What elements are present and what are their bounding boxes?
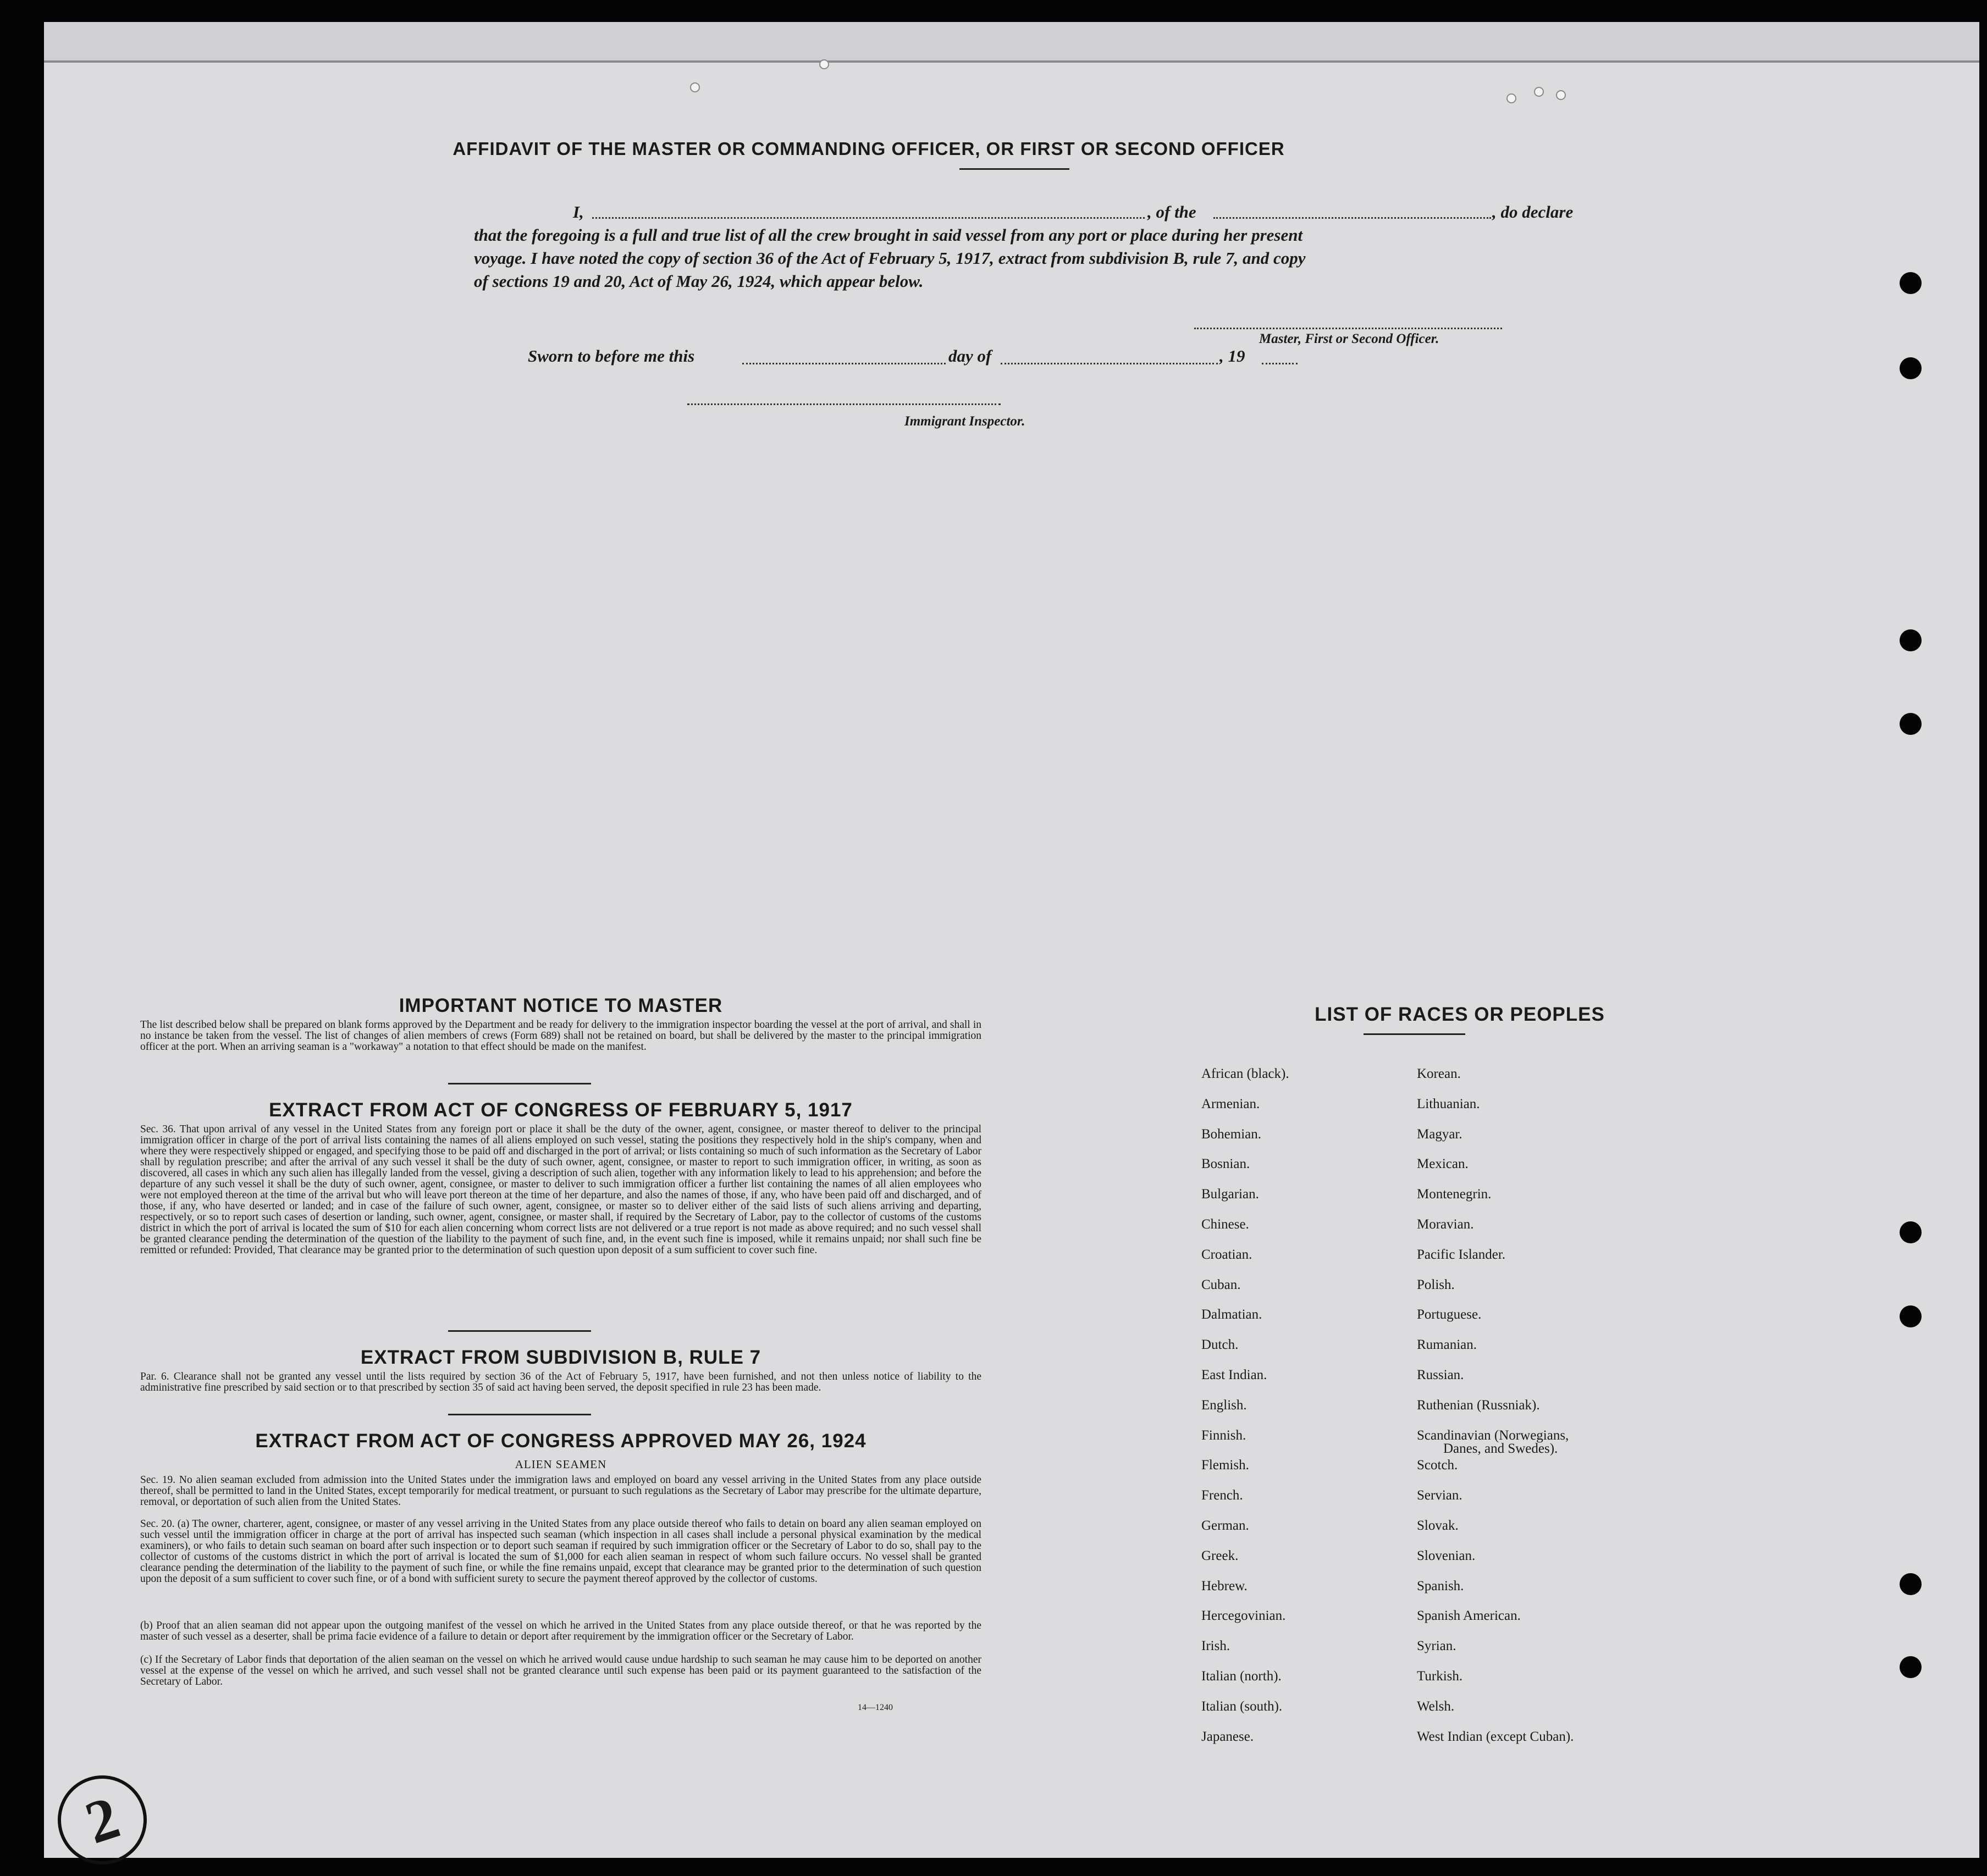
punch-hole xyxy=(1900,713,1922,735)
extract-1917-divider xyxy=(448,1330,591,1332)
do-declare-label: , do declare xyxy=(1492,202,1574,222)
affidavit-line-3: voyage. I have noted the copy of section 36 of the Act of February 5, 1917, extract from subdivision B, rule 7, and copy xyxy=(474,248,1306,268)
race-item: Spanish. xyxy=(1417,1578,1464,1593)
affidavit-line-4: of sections 19 and 20, Act of May 26, 1924, which appear below. xyxy=(474,272,924,291)
race-item: German. xyxy=(1201,1518,1249,1533)
race-item: Finnish. xyxy=(1201,1427,1246,1443)
paper-speck xyxy=(690,82,700,92)
race-item: Portuguese. xyxy=(1417,1307,1482,1322)
race-item: Scandinavian (Norwegians, xyxy=(1417,1427,1569,1443)
sworn-row xyxy=(528,346,1353,374)
race-item: Slovenian. xyxy=(1417,1548,1476,1563)
punch-hole xyxy=(1900,272,1922,294)
paper-speck xyxy=(1556,90,1566,100)
punch-hole xyxy=(1900,1573,1922,1595)
sworn-year-field[interactable] xyxy=(1262,351,1298,364)
vessel-field[interactable] xyxy=(1213,205,1491,219)
race-item: Russian. xyxy=(1417,1368,1464,1382)
race-item: Irish. xyxy=(1201,1639,1230,1654)
extract-1924-title: EXTRACT FROM ACT OF CONGRESS APPROVED MAY 26, 1924 xyxy=(255,1430,866,1452)
sec-20c-body: (c) If the Secretary of Labor finds that deportation of the alien seaman on the vessel on which he arrived would cause undue hardship to such seaman he may cause him to be deported on another vessel at the expense of the vessel on which he arrived, and such vessel shall not be granted clearance until such expense has been paid or its payment guaranteed to the satisfaction of the Secretary of Labor. xyxy=(140,1654,981,1687)
race-item: Mexican. xyxy=(1417,1156,1469,1172)
race-item: African (black). xyxy=(1201,1066,1289,1081)
race-item: East Indian. xyxy=(1201,1368,1267,1382)
paper-speck xyxy=(1506,93,1516,103)
sec-19-body: Sec. 19. No alien seaman excluded from admission into the United States under the immigration laws and employed on board any vessel arriving in the United States from any place outside thereof, shall be permitted to land in the United States, except temporarily for medical treatment, or pursuant to such regulations as the Secretary of Labor may prescribe for the ultimate departure, removal, or deportation of such alien from the United States. xyxy=(140,1474,981,1508)
race-item: Dalmatian. xyxy=(1201,1307,1262,1322)
race-item: Scotch. xyxy=(1417,1458,1458,1473)
rule-7-body: Par. 6. Clearance shall not be granted any vessel until the lists required by section 36 of the Act of February 5, 1917, have been furnished, and not then unless notice of liability to the administrative fine prescribed by said section or to that prescribed by section 35 of said act having been served, the deposit specified in rule 23 has been made. xyxy=(140,1371,981,1393)
race-item: Lithuanian. xyxy=(1417,1096,1480,1111)
punch-hole xyxy=(1900,357,1922,379)
race-item: Turkish. xyxy=(1417,1669,1463,1684)
race-item: Polish. xyxy=(1417,1277,1455,1292)
day-of-label: day of xyxy=(948,346,992,366)
race-item: Hercegovinian. xyxy=(1201,1608,1286,1624)
notice-divider xyxy=(448,1083,591,1084)
race-item: Welsh. xyxy=(1417,1698,1455,1714)
race-item: Korean. xyxy=(1417,1066,1461,1081)
title-divider xyxy=(959,168,1069,170)
race-item: Montenegrin. xyxy=(1417,1187,1492,1202)
race-item: Hebrew. xyxy=(1201,1578,1248,1593)
race-item: Bulgarian. xyxy=(1201,1187,1259,1202)
inspector-signature-line[interactable] xyxy=(687,403,1001,405)
race-item: Magyar. xyxy=(1417,1126,1462,1142)
sworn-day-field[interactable] xyxy=(742,351,946,364)
form-number: 14—1240 xyxy=(858,1703,893,1712)
sec-20b-body: (b) Proof that an alien seaman did not appear upon the outgoing manifest of the vessel on which he arrived in the United States from any place outside thereof, or that he was reported by the master of such vessel as a deserter, shall be prima facie evidence of a failure to detain or deport after requirement by the immigration officer or the Secretary of Labor. xyxy=(140,1620,981,1642)
race-item: Japanese. xyxy=(1201,1729,1254,1744)
top-binding-strip xyxy=(44,22,1979,63)
race-item: Bohemian. xyxy=(1201,1126,1262,1142)
race-item: French. xyxy=(1201,1488,1243,1503)
rule-7-divider xyxy=(448,1414,591,1415)
race-item: Dutch. xyxy=(1201,1337,1239,1353)
races-divider xyxy=(1364,1033,1465,1035)
race-item: Danes, and Swedes). xyxy=(1443,1441,1558,1456)
punch-hole xyxy=(1900,1305,1922,1327)
race-item: Servian. xyxy=(1417,1488,1462,1503)
race-item: Ruthenian (Russniak). xyxy=(1417,1397,1540,1413)
i-label: I, xyxy=(573,202,584,222)
affidavit-paragraph xyxy=(474,201,1590,293)
rule-7-title: EXTRACT FROM SUBDIVISION B, RULE 7 xyxy=(360,1347,761,1368)
race-item: Armenian. xyxy=(1201,1096,1260,1111)
race-item: Moravian. xyxy=(1417,1217,1474,1232)
race-item: Flemish. xyxy=(1201,1458,1249,1473)
sec-20a-body: Sec. 20. (a) The owner, charterer, agent, consignee, or master of any vessel arriving in the United States from any place outside thereof who fails to detain on board any alien seaman employed on such vessel until the immigration officer in charge at the port of arrival has inspected such seaman (which inspection in all cases shall include a personal physical examination by the medical examiners), or who fails to detain such seaman on board after such inspection or to deport such seaman if required by such immigration officer or the Secretary of Labor to do so, shall pay to the collector of customs of the customs district in which the port of arrival is located the sum of $1,000 for each alien seaman in respect of whom such failure occurs. No vessel shall be granted clearance pending the determination of the liability to the payment of such fine, or while the fine remains unpaid, except that clearance may be granted prior to the determination of such question upon the deposit of a sum sufficient to cover such fine, or of a bond with sufficient surety to secure the payment thereof approved by the collector of customs. xyxy=(140,1518,981,1585)
race-item: English. xyxy=(1201,1397,1247,1413)
punch-hole xyxy=(1900,1656,1922,1678)
race-item: Croatian. xyxy=(1201,1247,1252,1262)
affidavit-title: AFFIDAVIT OF THE MASTER OR COMMANDING OFFICER, OR FIRST OR SECOND OFFICER xyxy=(452,139,1285,159)
race-item: Italian (south). xyxy=(1201,1698,1283,1714)
race-item: Spanish American. xyxy=(1417,1608,1521,1624)
paper-speck xyxy=(819,59,829,69)
sworn-month-field[interactable] xyxy=(1001,351,1218,364)
race-item: Slovak. xyxy=(1417,1518,1459,1533)
race-item: Rumanian. xyxy=(1417,1337,1477,1353)
circled-page-number: 2 xyxy=(46,1764,158,1876)
race-item: Greek. xyxy=(1201,1548,1239,1563)
alien-seamen-subtitle: ALIEN SEAMEN xyxy=(515,1458,607,1471)
of-the-label: , of the xyxy=(1147,202,1196,222)
race-item: Syrian. xyxy=(1417,1639,1456,1654)
punch-hole xyxy=(1900,629,1922,651)
affidavit-line-2: that the foregoing is a full and true list of all the crew brought in said vessel from any port or place during her present xyxy=(474,225,1303,245)
race-item: West Indian (except Cuban). xyxy=(1417,1729,1574,1744)
sworn-label: Sworn to before me this xyxy=(528,346,695,366)
year-label: , 19 xyxy=(1219,346,1245,366)
race-item: Bosnian. xyxy=(1201,1156,1250,1172)
extract-1917-title: EXTRACT FROM ACT OF CONGRESS OF FEBRUARY 5, 1917 xyxy=(269,1099,853,1121)
races-title: LIST OF RACES OR PEOPLES xyxy=(1315,1004,1605,1025)
master-caption: Master, First or Second Officer. xyxy=(1259,331,1439,346)
race-item: Cuban. xyxy=(1201,1277,1241,1292)
extract-1917-body: Sec. 36. That upon arrival of any vessel in the United States from any foreign port or place it shall be the duty of the owner, agent, consignee, or master thereof to deliver to the principal immigration officer in charge of the port of arrival lists containing the names of all aliens employed on such vessel, stating the positions they respectively hold in the ship's company, when and where they were respectively shipped or engaged, and specifying those to be paid off and discharged in the port of arrival; or lists containing so much of such information as the Secretary of Labor shall by regulation prescribe; and after the arrival of any such vessel it shall be the duty of such owner, agent, consignee, or master to report to such immigration officer, in writing, as soon as discovered, all cases in which any such alien has illegally landed from the vessel, giving a description of such alien, together with any information likely to lead to his apprehension; and before the departure of any such vessel it shall be the duty of such owner, agent, consignee, or master to deliver to such immigration officer a further list containing the names of all alien employees who were not employed thereon at the time of the arrival but who will leave port thereon at the time of her departure, and also the names of those, if any, who have been paid off and discharged, and of those, if any, who have deserted or landed; and in case of the failure of such owner, agent, consignee, or master so to deliver either of the said lists of such aliens arriving and departing, respectively, or so to report such cases of desertion or landing, such owner, agent, consignee, or master shall, if required by the Secretary of Labor, pay to the collector of customs of the customs district in which the port of arrival is located the sum of $10 for each alien concerning whom correct lists are not delivered or a true report is not made as above required; and no such vessel shall be granted clearance pending the determination of the question of the liability to the payment of such fine, and, in the event such fine is imposed, while it remains unpaid; nor shall such fine be remitted or refunded: Provided, That clearance may be granted prior to the determination of such question upon deposit of a sum sufficient to cover such fine. xyxy=(140,1124,981,1256)
master-signature-line[interactable] xyxy=(1194,328,1502,329)
paper-speck xyxy=(1534,87,1544,97)
document-sheet xyxy=(44,22,1979,1858)
notice-body: The list described below shall be prepared on blank forms approved by the Department and be ready for delivery to the immigration inspector boarding the vessel at the port of arrival, and shall in no instance be taken from the vessel. The list of changes of alien members of crews (Form 689) shall not be retained on board, but shall be delivered by the master to the principal immigration officer at the port. When an arriving seaman is a "workaway" a notation to that effect should be made on the manifest. xyxy=(140,1019,981,1053)
race-item: Chinese. xyxy=(1201,1217,1249,1232)
notice-title: IMPORTANT NOTICE TO MASTER xyxy=(399,995,723,1016)
punch-hole xyxy=(1900,1221,1922,1243)
inspector-caption: Immigrant Inspector. xyxy=(904,414,1025,429)
race-item: Pacific Islander. xyxy=(1417,1247,1506,1262)
declarant-name-field[interactable] xyxy=(592,205,1145,219)
race-item: Italian (north). xyxy=(1201,1669,1282,1684)
